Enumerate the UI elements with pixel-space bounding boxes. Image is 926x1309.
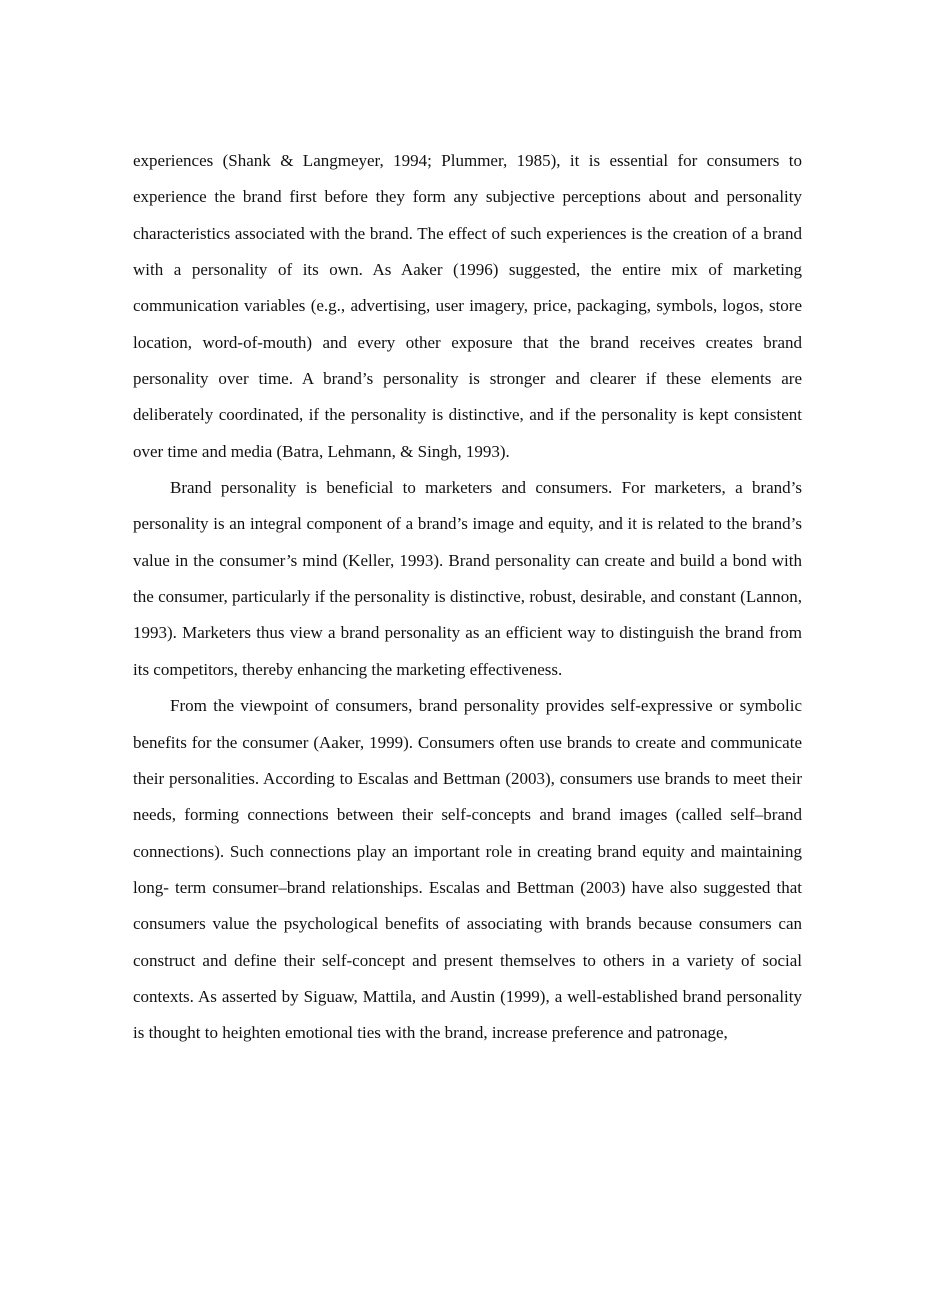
paragraph-3: From the viewpoint of consumers, brand personality provides self-expressive or symbolic benefits for the consumer (Aaker, 1999). Consumers often use brands to create and communicate their personalities. According to Escalas and Bettman (2003), consumers use brands to meet their needs, forming connections between their self-concepts and brand images (called self–brand connections). Such connections play an important role in creating brand equity and maintaining long- term consumer–brand relationships. Escalas and Bettman (2003) have also suggested that consumers value the psychological benefits of associating with brands because consumers can construct and define their self-concept and present themselves to others in a variety of social contexts. As asserted by Siguaw, Mattila, and Austin (1999), a well-established brand personality is thought to heighten emotional ties with the brand, increase preference and patronage, xyxy=(133,696,802,1043)
body-text xyxy=(133,143,802,1052)
paragraph-2: Brand personality is beneficial to marketers and consumers. For marketers, a brand’s personality is an integral component of a brand’s image and equity, and it is related to the brand’s value in the consumer’s mind (Keller, 1993). Brand personality can create and build a bond with the consumer, particularly if the personality is distinctive, robust, desirable, and constant (Lannon, 1993). Marketers thus view a brand personality as an efficient way to distinguish the brand from its competitors, thereby enhancing the marketing effectiveness. xyxy=(133,478,802,679)
paragraph-1: experiences (Shank & Langmeyer, 1994; Plummer, 1985), it is essential for consumers to experience the brand first before they form any subjective perceptions about and personality characteristics associated with the brand. The effect of such experiences is the creation of a brand with a personality of its own. As Aaker (1996) suggested, the entire mix of marketing communication variables (e.g., advertising, user imagery, price, packaging, symbols, logos, store location, word-of-mouth) and every other exposure that the brand receives creates brand personality over time. A brand’s personality is stronger and clearer if these elements are deliberately coordinated, if the personality is distinctive, and if the personality is kept consistent over time and media (Batra, Lehmann, & Singh, 1993). xyxy=(133,151,802,461)
